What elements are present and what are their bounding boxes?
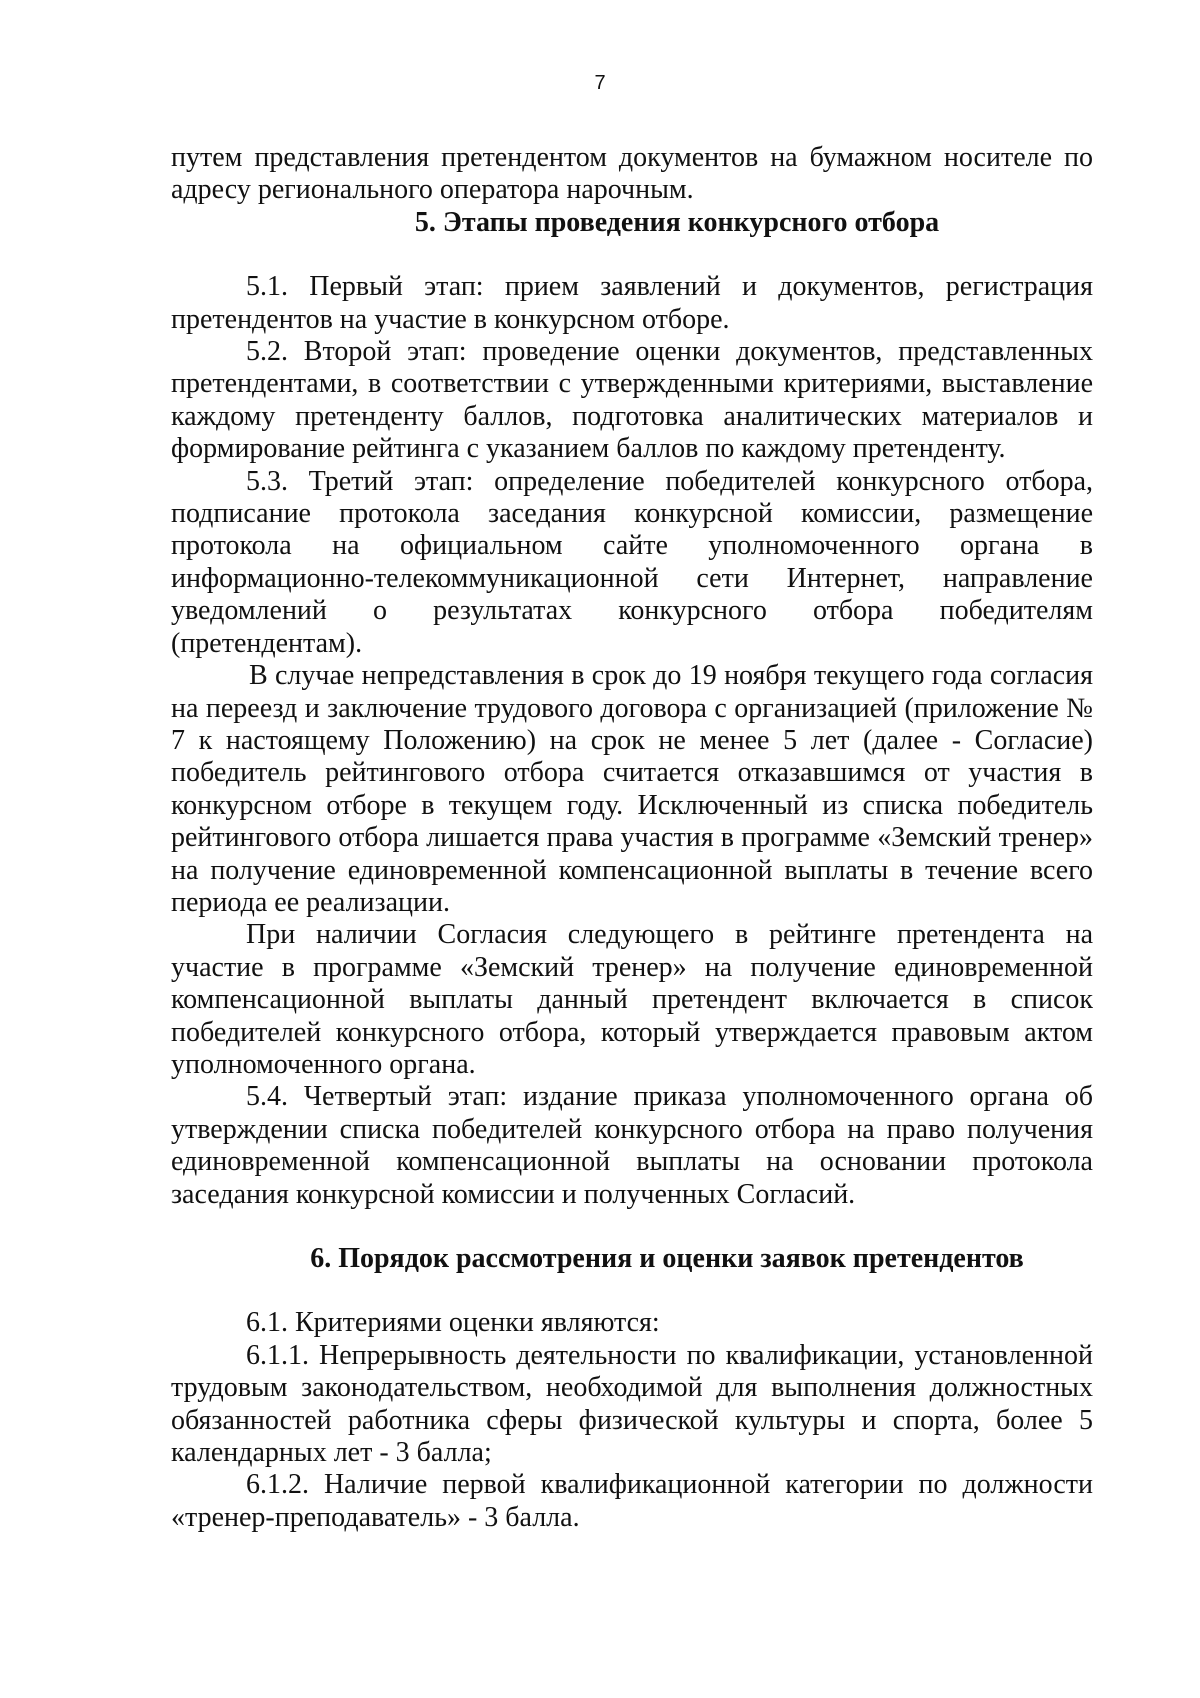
paragraph-5-4: 5.4. Четвертый этап: издание приказа уполномоченного органа об утверждении списка победителей конкурсного отбора на право получения единовременной компенсационной выплаты на основании протокола заседания конкурсной комиссии и полученных Согласий. — [171, 1081, 1093, 1210]
paragraph-6-1: 6.1. Критериями оценки являются: — [246, 1307, 660, 1339]
intro-paragraph: путем представления претендентом документов на бумажном носителе по адресу регионального оператора нарочным. — [171, 142, 1093, 206]
paragraph-5-3: 5.3. Третий этап: определение победителей конкурсного отбора, подписание протокола заседания конкурсной комиссии, размещение протокола на официальном сайте уполномоченного органа в информационно-телекоммуникационной сети Интернет, направление уведомлений о результатах конкурсного отбора победителям (претендентам). — [171, 465, 1093, 659]
paragraph-next-candidate: При наличии Согласия следующего в рейтинге претендента на участие в программе «Земский тренер» на получение единовременной компенсационной выплаты данный претендент включается в список победителей конкурсного отбора, который утверждается правовым актом уполномоченного органа. — [171, 919, 1093, 1080]
paragraph-6-1-2: 6.1.2. Наличие первой квалификационной категории по должности «тренер-преподаватель» - 3 балла. — [171, 1469, 1093, 1533]
section-6-heading: 6. Порядок рассмотрения и оценки заявок претендентов — [310, 1243, 1024, 1274]
page-number: 7 — [594, 72, 606, 94]
paragraph-5-2: 5.2. Второй этап: проведение оценки документов, представленных претендентами, в соответствии с утвержденными критериями, выставление каждому претенденту баллов, подготовка аналитических материалов и формирование рейтинга с указанием баллов по каждому претенденту. — [171, 336, 1093, 465]
paragraph-5-1: 5.1. Первый этап: прием заявлений и документов, регистрация претендентов на участие в конкурсном отборе. — [171, 271, 1093, 335]
paragraph-consent: В случае непредставления в срок до 19 ноября текущего года согласия на переезд и заключение трудового договора с организацией (приложение № 7 к настоящему Положению) на срок не менее 5 лет (далее - Согласие) победитель рейтингового отбора считается отказавшимся от участия в конкурсном отборе в текущем году. Исключенный из списка победитель рейтингового отбора лишается права участия в программе «Земский тренер» на получение единовременной компенсационной выплаты в течение всего периода ее реализации. — [171, 660, 1093, 918]
document-body — [171, 142, 1093, 1534]
section-5-heading: 5. Этапы проведения конкурсного отбора — [414, 206, 940, 238]
paragraph-6-1-1: 6.1.1. Непрерывность деятельности по квалификации, установленной трудовым законодательством, необходимой для выполнения должностных обязанностей работника сферы физической культуры и спорта, более 5 календарных лет - 3 балла; — [171, 1339, 1093, 1469]
